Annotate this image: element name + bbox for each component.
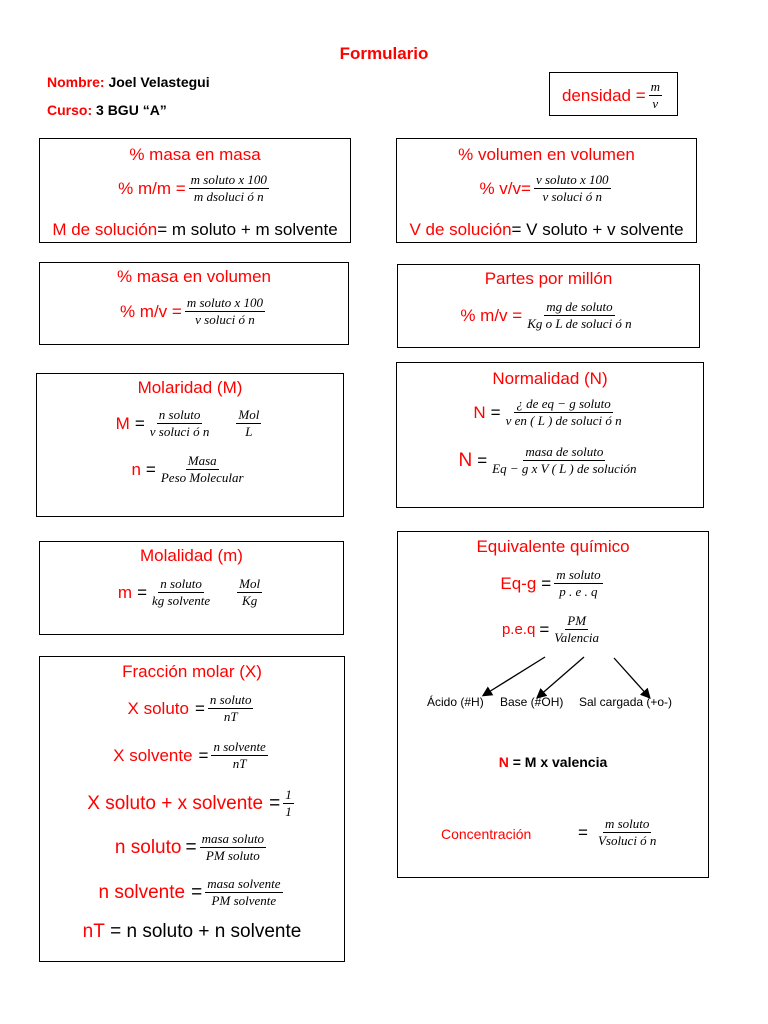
x-solvente-fraction (211, 740, 267, 771)
normalidad-valencia (398, 754, 708, 770)
molaridad-den: v soluci ó n (149, 424, 210, 439)
n-soluto-num: masa soluto (201, 831, 265, 846)
n-solvente-label: n solvente (98, 881, 186, 903)
molaridad-label: M (115, 413, 130, 433)
concentracion-fraction (596, 817, 659, 848)
equals-sign: = (490, 402, 501, 422)
normalidad-box (396, 362, 704, 508)
molalidad-den: kg solvente (152, 593, 211, 608)
n-solvente-den: PM solvente (211, 893, 277, 908)
vol-vol-num: v soluto x 100 (535, 172, 609, 187)
molalidad-label: m (117, 582, 133, 602)
molaridad-fraction (148, 408, 212, 439)
equals-sign: = (269, 792, 281, 814)
vol-vol-formula-label: % v/v= (479, 178, 531, 198)
molaridad-title: Molaridad (M) (137, 378, 243, 397)
page-title: Formulario (339, 44, 429, 63)
masa-masa-num: m soluto x 100 (190, 172, 267, 187)
course-value: 3 BGU “A” (96, 102, 167, 118)
vol-solucion-expr: = V soluto + v solvente (511, 220, 684, 239)
equals-sign: = (541, 573, 552, 593)
masa-masa-den: m dsoluci ó n (193, 189, 264, 204)
equals-sign: = (198, 745, 209, 765)
normalidad-den: v en ( L ) de soluci ó n (505, 413, 622, 428)
fraccion-title: Fracción molar (X) (122, 662, 262, 681)
molaridad-unit-num: Mol (238, 407, 260, 422)
masa-vol-fraction (185, 296, 265, 327)
ppm-den: Kg o L de soluci ó n (527, 316, 632, 331)
moles-num: Masa (187, 453, 217, 468)
peq-num: PM (567, 613, 587, 628)
molalidad-unit-num: Mol (239, 576, 261, 591)
x-soluto-num: n soluto (209, 692, 252, 707)
x-solvente-num: n solvente (213, 739, 266, 754)
concentracion-num: m soluto (604, 816, 650, 831)
nt-expr: = n soluto + n solvente (104, 921, 302, 942)
equals-sign: = (191, 881, 203, 903)
masa-masa-formula-label: % m/m = (118, 178, 186, 198)
normalidad-title: Normalidad (N) (492, 369, 608, 388)
name-label: Nombre: (47, 74, 105, 90)
molaridad-num: n soluto (158, 407, 201, 422)
x-sum-num: 1 (285, 787, 292, 802)
eq-g-den: p . e . q (559, 584, 598, 599)
ppm-box (397, 264, 700, 348)
normalidad-label: N (473, 402, 486, 422)
nt-label: nT (82, 921, 105, 942)
molalidad-unit (237, 577, 262, 608)
masa-masa-fraction (189, 173, 269, 204)
molalidad-num: n soluto (160, 576, 202, 591)
density-box (549, 72, 678, 116)
molaridad-unit (236, 408, 261, 439)
molalidad-box (39, 541, 344, 635)
x-solvente-label: X solvente (113, 745, 193, 765)
branch-sal: Sal cargada (+o-) (579, 695, 673, 709)
n-soluto-den: PM soluto (205, 848, 260, 863)
equals-sign: = (477, 450, 488, 470)
ppm-formula-label: % m/v = (460, 305, 523, 325)
moles-den: Peso Molecular (160, 470, 244, 485)
vol-vol-box (396, 138, 697, 243)
eq-g-num: m soluto (556, 567, 601, 582)
density-den: v (652, 96, 659, 111)
ppm-num: mg de soluto (546, 299, 613, 314)
masa-vol-box (39, 262, 349, 345)
density-num: m (650, 79, 661, 94)
peq-den: Valencia (554, 630, 600, 645)
equals-sign: = (145, 459, 156, 479)
concentracion-formula (578, 817, 661, 848)
molalidad-title: Molalidad (m) (140, 546, 243, 565)
x-sum-den: 1 (285, 804, 292, 819)
vol-vol-title: % volumen en volumen (458, 145, 635, 164)
masa-vol-num: m soluto x 100 (186, 295, 264, 310)
x-sum-fraction (283, 788, 294, 819)
equals-sign: = (185, 836, 197, 858)
n-solvente-fraction (205, 877, 282, 908)
arrow-base (538, 657, 584, 697)
normalidad-num: ¿ de eq − g soluto (516, 396, 611, 411)
normalidad-den-2: Eq − g x V ( L ) de solución (492, 461, 637, 476)
masa-vol-formula-label: % m/v = (119, 301, 182, 321)
n-soluto-fraction (200, 832, 266, 863)
equals-sign: = (539, 619, 550, 639)
n-valencia-expr: = M x valencia (508, 754, 608, 770)
peq-label: p.e.q (501, 621, 536, 638)
n-solvente-num: masa solvente (207, 876, 281, 891)
branch-base: Base (#OH) (500, 695, 564, 709)
vol-solucion-label: V de solución (409, 220, 512, 239)
student-course (47, 102, 167, 118)
masa-vol-den: v soluci ó n (195, 312, 255, 327)
density-label: densidad = (561, 85, 646, 105)
equals-sign: = (194, 698, 205, 718)
ppm-fraction (525, 300, 634, 331)
masa-solucion-label: M de solución (52, 220, 158, 239)
moles-fraction (159, 454, 246, 485)
concentracion-text: Concentración (441, 826, 532, 842)
arrow-sal (614, 658, 649, 697)
x-soluto-den: nT (223, 709, 238, 724)
equivalente-box (397, 531, 709, 878)
masa-vol-title: % masa en volumen (116, 267, 272, 286)
fraccion-box (39, 656, 345, 962)
x-soluto-label: X soluto (127, 698, 189, 718)
name-value: Joel Velastegui (108, 74, 210, 90)
masa-solucion-expr: = m soluto + m solvente (157, 220, 338, 239)
vol-vol-den: v soluci ó n (542, 189, 603, 204)
equals-sign: = (578, 822, 588, 842)
x-solvente-den: nT (232, 756, 247, 771)
molalidad-unit-den: Kg (242, 593, 258, 608)
n-symbol: N (498, 754, 509, 770)
n-soluto-label: n soluto (114, 836, 182, 858)
branch-acido: Ácido (#H) (427, 695, 484, 709)
student-name (47, 74, 210, 90)
moles-label: n (131, 459, 141, 479)
normalidad-label-2: N (458, 449, 473, 471)
molalidad-fraction (150, 577, 212, 608)
x-sum-label: X soluto + x solvente (87, 792, 264, 814)
x-soluto-fraction (208, 693, 254, 724)
concentracion-label (441, 826, 531, 842)
arrow-acido (484, 657, 545, 695)
concentracion-den: Vsoluci ó n (597, 833, 657, 848)
course-label: Curso: (47, 102, 93, 118)
normalidad-num-2: masa de soluto (525, 444, 604, 459)
molaridad-box (36, 373, 344, 517)
density-fraction (649, 80, 662, 111)
eq-g-label: Eq-g (500, 573, 537, 593)
normalidad-fraction-2 (490, 445, 638, 476)
masa-masa-title: % masa en masa (129, 145, 261, 164)
equals-sign: = (137, 582, 148, 602)
normalidad-fraction (504, 397, 624, 428)
molaridad-unit-den: L (245, 424, 253, 439)
ppm-title: Partes por millón (484, 269, 613, 288)
masa-masa-box (39, 138, 351, 243)
equivalente-title: Equivalente químico (476, 537, 630, 556)
equals-sign: = (134, 413, 145, 433)
vol-vol-fraction (534, 173, 611, 204)
